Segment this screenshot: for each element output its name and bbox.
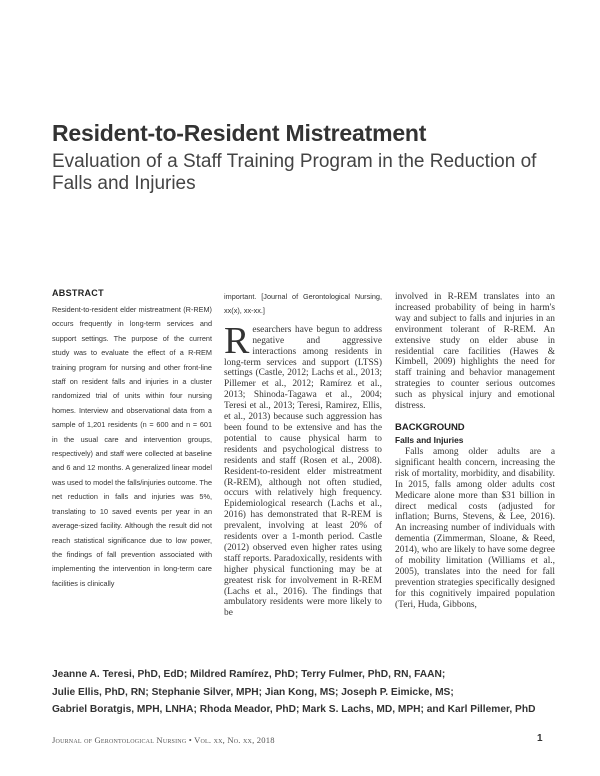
article-title: Resident-to-Resident Mistreatment [52,120,427,146]
abstract-continuation: important. [Journal of Gerontological Nursing, xx(x), xx-xx.] [224,292,382,316]
intro-column [224,290,382,619]
third-column [395,292,555,611]
author-line: Gabriel Boratgis, MPH, LNHA; Rhoda Meador, PhD; Mark S. Lachs, MD, MPH; and Karl Pillemer, PhD [52,704,536,715]
page-number: 1 [537,733,543,744]
author-list [52,666,572,719]
abstract-column [52,288,212,591]
journal-footer [52,735,552,745]
abstract-text: Resident-to-resident elder mistreatment (R-REM) occurs frequently in long-term services and support settings. The purpose of the current study was to evaluate the effect of a R-REM training program for nursing and other front-line staff on resident falls and injuries in a cluster randomized trial of units within four nursing homes. Interview and observational data from a sample of 1,201 residents (n = 600 and n = 601 in the usual care and intervention groups, respectively) and staff were collected at baseline and 6 and 12 months. A generalized linear model was used to model the falls/injuries outcome. The net reduction in falls and injuries was 5%, translating to 10 saved events per year in an average-sized facility. Although the result did not reach statistical significance due to low power, the findings of fall prevention associated with implementing the intervention in long-term care facilities is clinically [52,305,212,588]
intro-paragraph [224,319,382,619]
intro-continued: involved in R-REM translates into an increased probability of being in harm's way and subject to falls and injuries in an environment tolerant of R-REM. An extensive study on elder abuse in residential care facilities (Hawes & Kimbell, 2009) highlights the need for staff training and behavior management strategies to counter serious outcomes such as physical injury and emotional distress. [395,292,555,412]
falls-subheading: Falls and Injuries [395,434,464,445]
footer-text: Journal of Gerontological Nursing • Vol. xx, No. xx, 2018 [52,735,275,745]
background-heading: BACKGROUND [395,421,465,433]
intro-text: esearchers have begun to address negative and aggressive interactions among residents in long-term services and support (LTSS) settings (Castle, 2012; Lachs et al., 2013; Pillemer et al., 2012; Ramírez et al., 2013; Shinoda-Tagawa et al., 2004; Teresi et al., 2013; Teresi, Ramirez, Ellis, et al., 2013) because such aggression has been found to be extensive and has the potential to cause physical harm to residents and psychological distress to residents and staff (Rosen et al., 2008). Resident-to-resident elder mistreatment (R-REM), although not often studied, occurs with relatively high frequency. Epidemiological research (Lachs et al., 2016) has demonstrated that R-REM is prevalent, involving at least 20% of residents over a 1-month period. Castle (2012) observed even higher rates using staff reports. Paradoxically, residents with higher physical functioning may be at greatest risk for involvement in R-REM (Lachs et al., 2016). The findings that ambulatory residents were more likely to be [224,324,382,619]
background-text: Falls among older adults are a significant health concern, increasing the risk of mortality, morbidity, and disability. In 2015, falls among older adults cost Medicare alone more than $31 billion in direct medical costs (adjusted for inflation; Burns, Stevens, & Lee, 2016). An increasing number of individuals with dementia (Zimmerman, Sloane, & Reed, 2014), who are likely to have some degree of mobility limitation (Williams et al., 2005), translates into the need for fall prevention strategies specifically designed for this cognitively impaired population (Teri, Huda, Gibbons, [395,446,555,610]
abstract-heading: ABSTRACT [52,288,104,298]
drop-cap: R [224,319,250,362]
author-line: Jeanne A. Teresi, PhD, EdD; Mildred Ramírez, PhD; Terry Fulmer, PhD, RN, FAAN; [52,669,446,680]
article-subtitle: Evaluation of a Staff Training Program in the Reduction of Falls and Injuries [52,151,537,194]
author-line: Julie Ellis, PhD, RN; Stephanie Silver, MPH; Jian Kong, MS; Joseph P. Eimicke, MS; [52,686,454,698]
